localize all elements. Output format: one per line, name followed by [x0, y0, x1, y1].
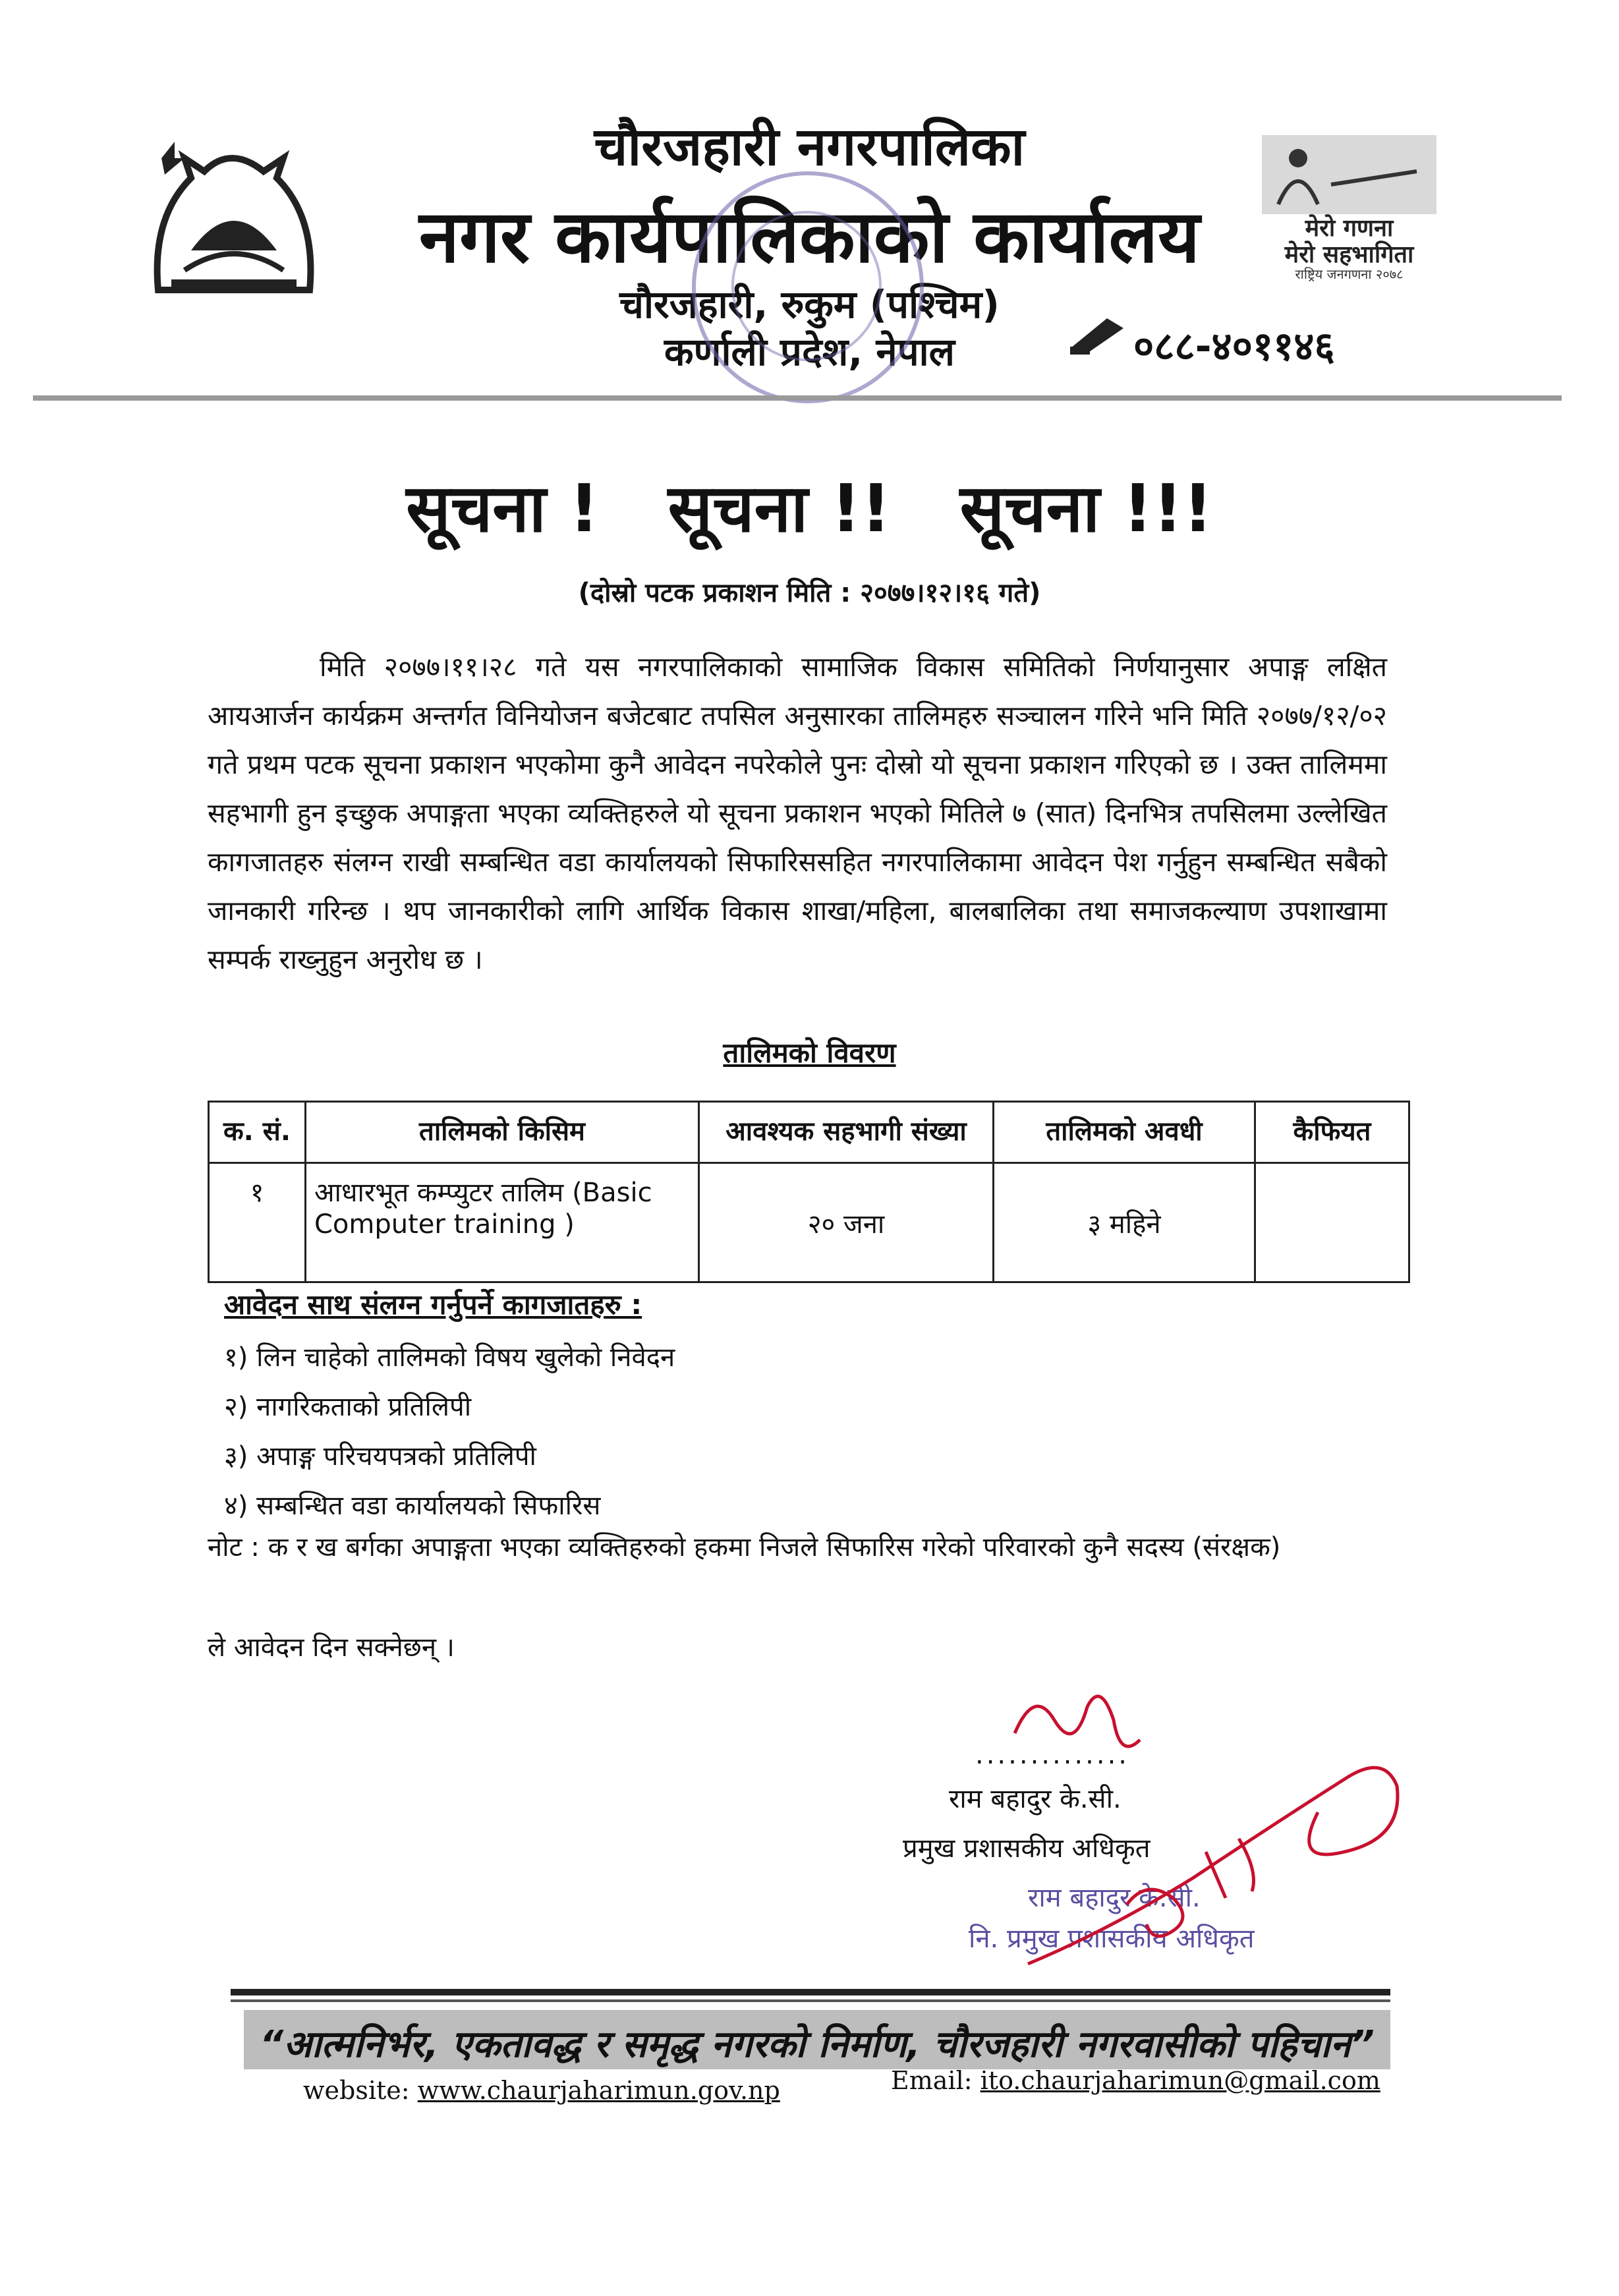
census-logo-line-1: मेरो गणना — [1305, 215, 1394, 242]
email-label: Email: — [891, 2066, 973, 2095]
slogan: “आत्मनिर्भर, एकतावद्ध र समृद्ध नगरको निर्माण, चौरजहारी नगरवासीको पहिचान” — [260, 2023, 1375, 2066]
publication-date: (दोस्रो पटक प्रकाशन मिति : २०७७।१२।१६ गते) — [578, 578, 1041, 608]
cell-type: आधारभूत कम्प्युटर तालिम (Basic Computer training ) — [306, 1163, 699, 1282]
website-label: website: — [303, 2076, 410, 2105]
website-line — [303, 2076, 780, 2105]
notice-body: मिति २०७७।११।२८ गते यस नगरपालिकाको सामाजिक विकास समितिको निर्णयानुसार अपाङ्ग लक्षित आयआर्जन कार्यक्रम अन्तर्गत विनियोजन बजेटबाट तपसिल अनुसारका तालिमहरु सञ्चालन गरिने भनि मिति २०७७/१२/०२ गते प्रथम पटक सूचना प्रकाशन भएकोमा कुनै आवेदन नपरेकोले पुनः दोस्रो यो सूचना प्रकाशन गरिएको छ । उक्त तालिममा सहभागी हुन इच्छुक अपाङ्गता भएका व्यक्तिहरुले यो सूचना प्रकाशन भएको मितिले ७ (सात) दिनभित्र तपसिलमा उल्लेखित कागजातहरु संलग्न राखी सम्बन्धित वडा कार्यालयको सिफारिससहित नगरपालिकामा आवेदन पेश गर्नुहुन सम्बन्धित सबैको जानकारी गरिन्छ । थप जानकारीको लागि आर्थिक विकास शाखा/महिला, बालबालिका तथा समाजकल्याण उपशाखामा सम्पर्क राख्नुहुन अनुरोध छ । — [208, 651, 1387, 975]
office-name: नगर कार्यपालिकाको कार्यालय — [419, 194, 1200, 279]
signatory-name: राम बहादुर के.सी. — [949, 1784, 1122, 1814]
note-continuation: ले आवेदन दिन सक्नेछन् । — [208, 1632, 455, 1663]
cell-participants: २० जना — [699, 1163, 994, 1282]
handwritten-signature — [975, 1680, 1436, 1997]
signature-line: .............. — [975, 1740, 1130, 1770]
cell-duration: ३ महिने — [994, 1163, 1255, 1282]
signatory-title: प्रमुख प्रशासकीय अधिकृत — [903, 1833, 1150, 1864]
telephone-icon — [1067, 315, 1127, 356]
list-item: ३) अपाङ्ग परिचयपत्रको प्रतिलिपी — [224, 1441, 536, 1472]
header-divider — [33, 395, 1562, 401]
list-item: ४) सम्बन्धित वडा कार्यालयको सिफारिस — [224, 1491, 601, 1521]
notice-headline: सूचना ! सूचना !! सूचना !!! — [406, 470, 1213, 547]
org-name: चौरजहारी नगरपालिका — [594, 116, 1025, 177]
documents-title: आवेदन साथ संलग्न गर्नुपर्ने कागजातहरु : — [224, 1288, 642, 1321]
note-text: नोट : क र ख बर्गका अपाङ्गता भएका व्यक्तिहरुको हकमा निजले सिफारिस गरेको परिवारको कुनै सदस्य (संरक्षक) — [208, 1532, 1281, 1563]
column-header-sn: क. सं. — [209, 1102, 306, 1163]
email-link[interactable]: ito.chaurjaharimun@gmail.com — [980, 2066, 1380, 2095]
training-table — [208, 1101, 1410, 1283]
footer-divider — [231, 1989, 1390, 1995]
phone-number: ०८८-४०११४६ — [1133, 324, 1335, 370]
list-item: २) नागरिकताको प्रतिलिपी — [224, 1392, 472, 1422]
stamp-name: राम बहादुर के.सी. — [1028, 1883, 1201, 1913]
census-logo-line-2: मेरो सहभागिता — [1284, 241, 1414, 268]
stamp-title: नि. प्रमुख प्रशासकीय अधिकृत — [969, 1924, 1255, 1954]
table-row — [209, 1163, 1409, 1282]
list-item: १) लिन चाहेको तालिमको विषय खुलेको निवेदन — [224, 1342, 675, 1373]
cell-remarks — [1255, 1163, 1409, 1282]
column-header-duration: तालिमको अवधी — [994, 1102, 1255, 1163]
training-details-title: तालिमको विवरण — [723, 1037, 896, 1069]
cell-sn: १ — [209, 1163, 306, 1282]
website-link[interactable]: www.chaurjaharimun.gov.np — [417, 2076, 780, 2105]
address-line-2: कर्णाली प्रदेश, नेपाल — [664, 330, 955, 374]
column-header-participants: आवश्यक सहभागी संख्या — [699, 1102, 994, 1163]
office-seal-inner — [731, 211, 882, 361]
column-header-remarks: कैफियत — [1255, 1102, 1409, 1163]
address-line-1: चौरजहारी, रुकुम (पश्चिम) — [619, 282, 1000, 327]
column-header-type: तालिमको किसिम — [306, 1102, 699, 1163]
census-logo-line-3: राष्ट्रिय जनगणना २०७८ — [1295, 266, 1404, 282]
email-line — [891, 2066, 1380, 2095]
table-header-row — [209, 1102, 1409, 1163]
footer-divider-thin — [231, 1999, 1390, 2002]
